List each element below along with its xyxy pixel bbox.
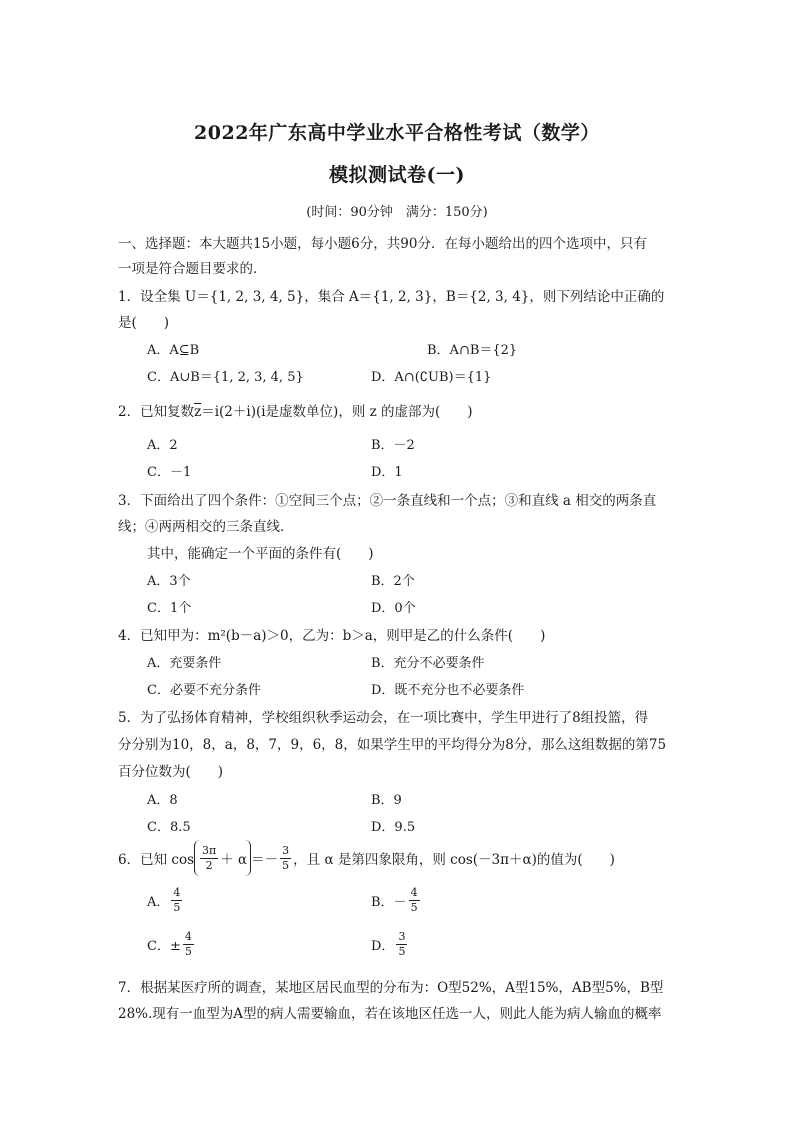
q6-stem-pre: 6．已知 cos [118, 852, 194, 868]
section-instruction-1: 一、选择题：本大题共15小题，每小题6分，共90分．在每小题给出的四个选项中，只有 [118, 236, 647, 252]
q6-frac1-den: 2 [205, 858, 213, 872]
q5-stem-2: 分分别为10，8，a，8，7，9，6，8，如果学生甲的平均得分为8分，那么这组数据的第75 [118, 737, 667, 753]
q4-option-d: D．既不充分也不必要条件 [371, 683, 525, 698]
q1-stem-1: 1．设全集 U＝{1, 2, 3, 4, 5}，集合 A＝{1, 2, 3}，B＝{2, 3, 4}，则下列结论中正确的 [118, 289, 665, 305]
q6-frac2-num: 3 [282, 843, 290, 857]
exam-meta: (时间：90分钟 满分：150分) [306, 205, 488, 220]
q2-option-c: C．－1 [147, 465, 192, 480]
q5-option-c: C．8.5 [147, 820, 191, 835]
q6-option-b [371, 886, 422, 915]
q6-fraction-3-over-5 [280, 844, 291, 873]
q5-option-a: A．8 [147, 793, 178, 808]
q7-stem-1: 7．根据某医疗所的调查，某地区居民血型的分布为：O型52%，A型15%，AB型5%，B型 [118, 980, 664, 996]
q1-option-c: C．A∪B＝{1, 2, 3, 4, 5} [147, 370, 304, 385]
q4-option-c: C．必要不充分条件 [147, 683, 261, 698]
q2-option-a: A．2 [147, 438, 178, 453]
q6-alpha-term: ＋ α [220, 852, 248, 868]
q6-d-num: 3 [398, 930, 406, 943]
q5-stem-3: 百分位数为( ) [118, 764, 224, 780]
q2-stem-pre: 2．已知复数 [118, 404, 195, 420]
q6-b-num: 4 [410, 886, 418, 899]
q6-b-den: 5 [410, 901, 418, 914]
q3-option-b: B．2个 [371, 574, 415, 589]
q6-d-den: 5 [398, 945, 406, 958]
q1-option-d: D．A∩(∁UB)＝{1} [371, 370, 492, 385]
q2-stem-post: ＝i(2＋i)(i是虚数单位)，则 z 的虚部为( ) [201, 404, 473, 420]
q6-a-den: 5 [173, 901, 181, 914]
q6-option-a [147, 886, 184, 915]
q6-fraction-3pi-over-2 [200, 844, 218, 873]
q1-option-b: B．A∩B＝{2} [427, 343, 518, 358]
q6-option-a-fraction [171, 886, 182, 915]
q5-option-b: B．9 [371, 793, 402, 808]
q6-option-b-label: B．－ [371, 895, 407, 910]
q6-c-den: 5 [184, 945, 192, 958]
q3-stem-1: 3．下面给出了四个条件：①空间三个点；②一条直线和一个点；③和直线 a 相交的两条直 [118, 493, 657, 509]
q4-option-a: A．充要条件 [147, 656, 222, 671]
q6-option-d [371, 930, 409, 959]
q3-option-d: D．0个 [371, 601, 416, 616]
q6-frac1-num: 3π [202, 843, 217, 857]
q6-paren-expression [194, 840, 251, 876]
q6-option-c [147, 930, 196, 959]
q6-equals: ＝－ [251, 852, 279, 868]
q1-option-a: A．A⊆B [147, 343, 200, 358]
q7-stem-2: 28%.现有一血型为A型的病人需要输血，若在该地区任选一人，则此人能为病人输血的概率 [118, 1006, 662, 1022]
q2-option-d: D．1 [371, 465, 403, 480]
q6-option-c-label: C．± [147, 939, 181, 954]
q5-stem-1: 5．为了弘扬体育精神，学校组织秋季运动会，在一项比赛中，学生甲进行了8组投篮，得 [118, 710, 649, 726]
q6-option-d-label: D． [371, 939, 395, 954]
q6-option-b-fraction [409, 886, 420, 915]
q3-option-c: C．1个 [147, 601, 192, 616]
q5-option-d: D．9.5 [371, 820, 416, 835]
q2-stem [118, 400, 698, 420]
exam-title: 2022年广东高中学业水平合格性考试（数学） [194, 122, 600, 144]
q2-conjugate-z: $\overline{z}$ [194, 404, 202, 420]
q6-option-a-label: A． [147, 895, 170, 910]
q6-c-num: 4 [184, 930, 192, 943]
q6-frac2-den: 5 [282, 858, 290, 872]
q1-stem-2: 是( ) [118, 315, 170, 331]
exam-subtitle: 模拟测试卷(一) [329, 164, 465, 186]
section-instruction-2: 一项是符合题目要求的． [118, 261, 267, 277]
q6-option-c-fraction [183, 930, 194, 959]
q6-option-d-fraction [396, 930, 407, 959]
q3-option-a: A．3个 [147, 574, 191, 589]
q3-stem-2: 线；④两两相交的三条直线． [118, 519, 294, 535]
q4-stem: 4．已知甲为：m²(b－a)＞0，乙为：b＞a，则甲是乙的什么条件( ) [118, 628, 546, 644]
q2-option-b: B．－2 [371, 438, 415, 453]
q6-stem-post: ，且 α 是第四象限角，则 cos(－3π＋α)的值为( ) [293, 852, 615, 868]
q6-a-num: 4 [173, 886, 181, 899]
q4-option-b: B．充分不必要条件 [371, 656, 485, 671]
q3-stem-3: 其中，能确定一个平面的条件有( ) [147, 546, 374, 562]
q6-stem [118, 840, 698, 876]
